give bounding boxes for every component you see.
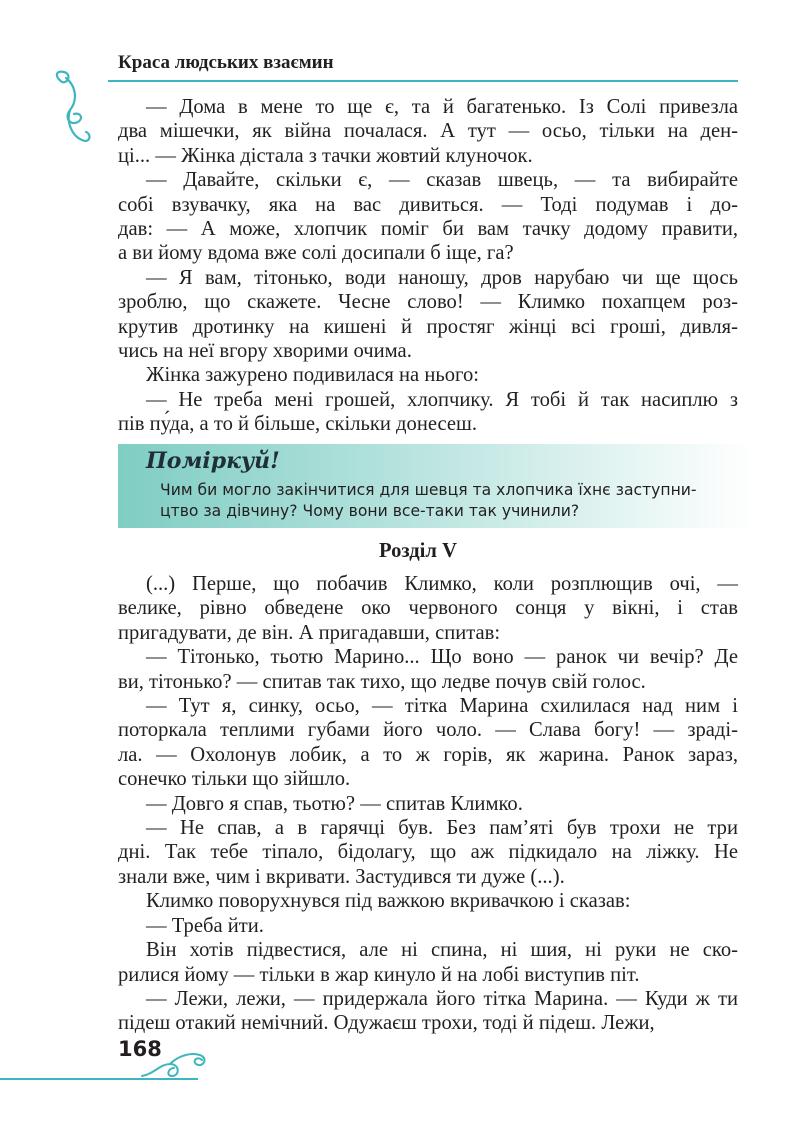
paragraph [118, 572, 738, 645]
text-line: — Довго я спав, тьотю? — спитав Климко. [146, 792, 523, 815]
text-line: знали вже, чим і вкривати. Застудився ти дуже (...). [118, 865, 565, 888]
text-line: дні. Так тебе тіпало, бідолагу, що аж підкидало на ліжку. Не [118, 841, 738, 864]
page-number: 168 [118, 1037, 162, 1061]
text-line: поторкала теплими губами його чоло. — Слава богу! — зраді- [118, 719, 738, 742]
paragraph [118, 645, 738, 694]
text-line: велике, рівно обведене око червоного сонця у вікні, і став [118, 597, 738, 620]
text-line: чись на неї вгору хворими очима. [118, 340, 412, 363]
text-line: — Дома в мене то ще є, та й багатенько. Із Солі привезла [146, 96, 738, 118]
paragraph [118, 938, 738, 987]
section-heading: Розділ V [379, 540, 457, 562]
text-line: — Я вам, тітонько, води наношу, дров нарубаю чи ще щось [146, 266, 738, 289]
text-line: — Не спав, а в гарячці був. Без пам’яті був трохи не три [146, 817, 738, 840]
text-line: підеш отакий немічний. Одужаєш трохи, тоді й підеш. Лежи, [118, 1012, 655, 1035]
think-line: Чим би могло закінчитися для шевця та хлопчика їхнє заступни- [160, 481, 697, 499]
text-line: сонечко тільки що зійшло. [118, 768, 351, 791]
text-line: — Тут я, синку, осьо, — тітка Марина схилилася над ним і [146, 695, 738, 718]
paragraph [118, 694, 738, 792]
header-rule [108, 80, 738, 82]
text-line: зроблю, що скажете. Чесне слово! — Климко похапцем роз- [118, 291, 738, 314]
text-line: Климко поворухнувся під важкою вкривачкою і сказав: [146, 890, 631, 913]
text-line: два мішечки, як війна почалася. А тут — осьо, тільки на ден- [118, 120, 738, 143]
paragraph [118, 792, 738, 816]
text-line: крутив дротинку на кишені й простяг жінці всі гроші, дивля- [118, 315, 738, 338]
think-box-title: Поміркуй! [146, 448, 280, 474]
text-line: — Треба йти. [146, 914, 264, 937]
think-line: цтво за дівчину? Чому вони все-таки так учинили? [160, 502, 580, 520]
text-line: Він хотів підвестися, але ні спина, ні шия, ні руки не ско- [146, 939, 738, 962]
text-line: рилися йому — тільки в жар кинуло й на лобі виступив піт. [118, 963, 640, 986]
text-line: Жінка зажурено подивилася на нього: [146, 364, 479, 387]
paragraph [118, 388, 738, 437]
paragraph [118, 266, 738, 364]
think-box-question [160, 480, 730, 522]
paragraph [118, 363, 738, 387]
paragraph [118, 914, 738, 938]
swirl-ornament-icon [140, 1046, 210, 1080]
text-line: дав: — А може, хлопчик поміг би вам тачку додому правити, [118, 218, 738, 241]
text-line: — Давайте, скільки є, — сказав швець, — та вибирайте [146, 169, 738, 192]
text-line: ви, тітонько? — спитав так тихо, що ледве почув свій голос. [118, 670, 646, 693]
running-header-title: Краса людських взаємин [118, 52, 334, 73]
paragraph [118, 889, 738, 913]
story-text-block-1 [118, 95, 738, 437]
paragraph [118, 95, 738, 168]
text-line: ла. — Охолонув лобик, а то ж горів, як жарина. Ранок зараз, [118, 743, 738, 766]
text-line: собі взувачку, яка на вас дивиться. — Тоді подумав і до- [118, 193, 738, 216]
text-line: пригадувати, де він. А пригадавши, спитав: [118, 621, 501, 644]
text-line: (...) Перше, що побачив Климко, коли розплющив очі, — [146, 573, 738, 595]
text-line: — Лежи, лежи, — придержала його тітка Марина. — Куди ж ти [146, 987, 738, 1010]
paragraph [118, 168, 738, 266]
swirl-ornament-icon [52, 70, 102, 150]
text-line: ці... — Жінка дістала з тачки жовтий клуночок. [118, 144, 533, 167]
text-line: — Тітонько, тьотю Марино... Що воно — ранок чи вечір? Де [146, 646, 738, 669]
text-line: а ви йому вдома вже солі досипали б іще, га? [118, 242, 514, 265]
text-line: пів пу́да, а то й більше, скільки донесеш. [118, 413, 478, 436]
story-text-block-2 [118, 572, 738, 1036]
think-box [118, 444, 754, 528]
paragraph [118, 987, 738, 1036]
text-line: — Не треба мені грошей, хлопчику. Я тобі й так насиплю з [146, 388, 738, 411]
paragraph [118, 816, 738, 889]
